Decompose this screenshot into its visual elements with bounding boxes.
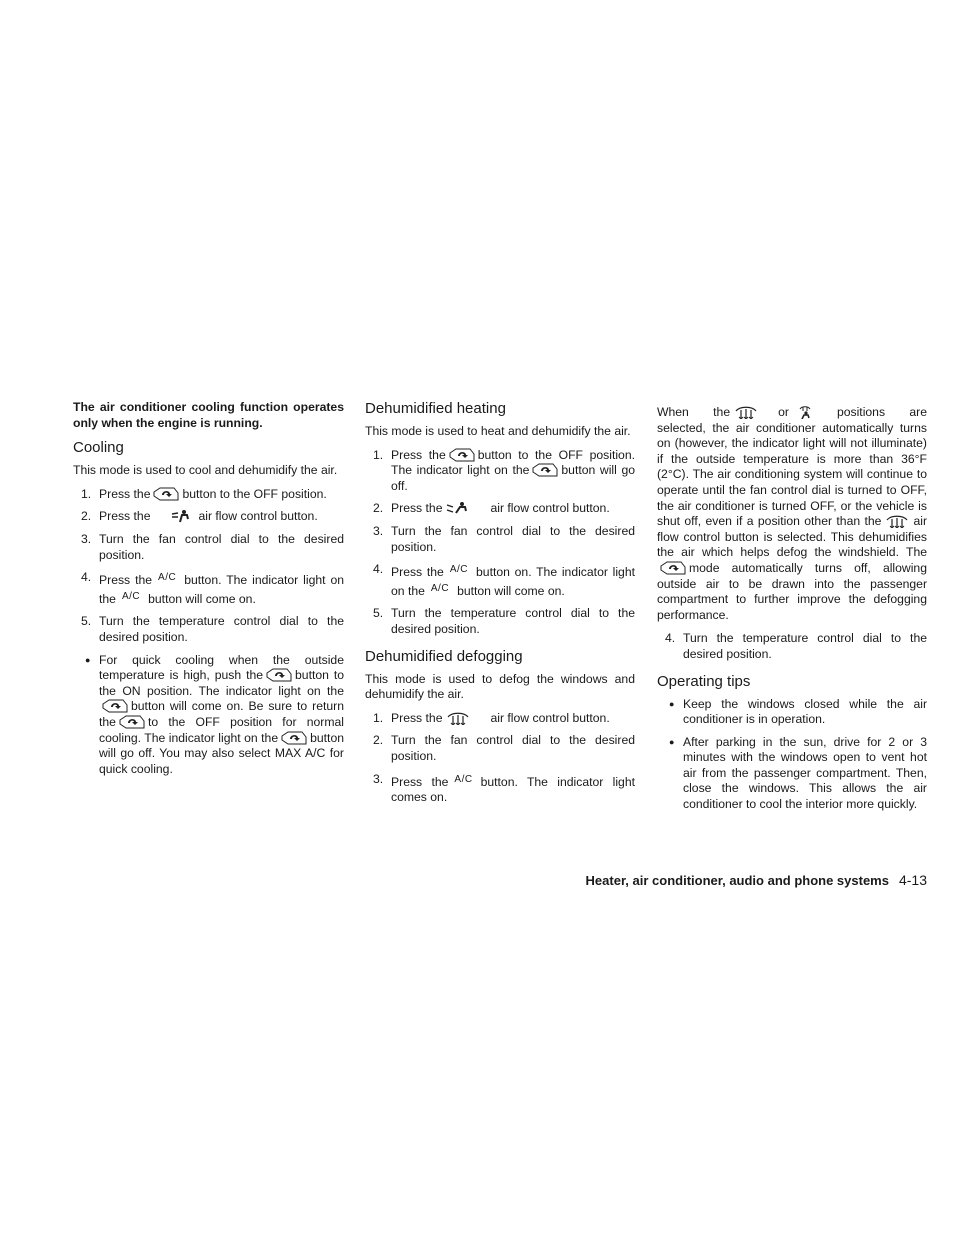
vent-airflow-icon bbox=[168, 509, 196, 523]
footer-section-title: Heater, air conditioner, audio and phone systems bbox=[585, 873, 889, 888]
cooling-steps bbox=[73, 487, 344, 778]
list-item: 1. Press the button to the OFF position. bbox=[81, 486, 327, 501]
defogging-steps bbox=[365, 711, 635, 806]
ac-label-icon: A/C bbox=[158, 572, 177, 584]
floor-vent-icon bbox=[444, 501, 472, 515]
recirculation-icon bbox=[118, 715, 146, 729]
list-item: 5. Turn the temperature control dial to the desired position. bbox=[81, 614, 344, 644]
operating-tips-list bbox=[657, 697, 927, 813]
defogging-intro: This mode is used to defog the windows and dehumidify the air. bbox=[365, 671, 635, 702]
list-item: 2. Press the air flow control button. bbox=[373, 501, 610, 516]
heading-operating-tips: Operating tips bbox=[657, 672, 751, 690]
list-item: 2. Turn the fan control dial to the desired position. bbox=[373, 733, 635, 763]
heating-steps bbox=[365, 448, 635, 638]
column-cooling bbox=[73, 400, 344, 777]
recirculation-icon bbox=[659, 561, 687, 575]
list-item: 4. Turn the temperature control dial to the desired position. bbox=[665, 631, 927, 661]
list-item: 1. Press the air flow control button. bbox=[373, 710, 610, 725]
list-item: ● After parking in the sun, drive for 2 or 3 minutes with the windows open to vent hot air from the passenger compartment. Then, close the windows. This allows the air conditioner to cool the interior more quickly. bbox=[669, 734, 927, 812]
ac-label-icon: A/C bbox=[449, 564, 469, 576]
column-dehumidified bbox=[365, 400, 635, 806]
recirculation-icon bbox=[448, 448, 476, 462]
heating-intro: This mode is used to heat and dehumidify the air. bbox=[365, 424, 631, 438]
list-item: ● Keep the windows closed while the air conditioner is in operation. bbox=[669, 696, 927, 727]
ac-label-icon: A/C bbox=[454, 773, 473, 785]
heading-cooling: Cooling bbox=[73, 439, 124, 457]
engine-running-note: The air conditioner cooling function operates only when the engine is running. bbox=[73, 400, 344, 430]
defrost-icon bbox=[883, 514, 911, 528]
ac-label-icon: A/C bbox=[121, 590, 141, 602]
list-item: 5. Turn the temperature control dial to the desired position. bbox=[373, 606, 635, 636]
list-item: 1. Press the button to the OFF position. The indicator light on the button will go off. bbox=[373, 447, 636, 493]
list-item: ● For quick cooling when the outside temperature is high, push the button to the ON position. The indicator light on the button will come on. Be sure to return the to the OFF position for normal cooling. The indicator light on the button will go off. You may also select MAX A/C for quick cooling. bbox=[85, 652, 345, 776]
list-item: 3. Press the A/C button. The indicator light comes on. bbox=[373, 771, 636, 805]
recirculation-icon bbox=[101, 699, 129, 713]
column-defog-notes bbox=[657, 400, 927, 813]
heading-dehumidified-heating: Dehumidified heating bbox=[365, 400, 506, 417]
page-footer bbox=[586, 872, 927, 888]
list-item: 4. Press the A/C button on. The indicator light on the A/C button will come on. bbox=[373, 562, 636, 598]
recirculation-icon bbox=[152, 487, 180, 501]
page-number: 4-13 bbox=[898, 872, 927, 888]
list-item: 3. Turn the fan control dial to the desired position. bbox=[373, 523, 635, 554]
defog-step-4 bbox=[657, 631, 927, 662]
list-item: 4. Press the A/C button. The indicator light on the A/C button will come on. bbox=[81, 570, 345, 606]
defog-paragraph: When the or positions are selected, the air conditioner automatically turns on (however, the indicator light will not illuminate) if the outside temperature is more than 36°F (2°C). The air conditioning system will continue to operate until the fan control dial is turned to OFF, the air conditioner is turned OFF, or the vehicle is shut off, even if a position other than the air flow control button is selected. This dehumidifies the air which helps defog the windshield. The mode automatically turns off, allowing outside air to be drawn into the passenger compartment to further improve the defogging performance. bbox=[657, 405, 927, 622]
cooling-intro: This mode is used to cool and dehumidify the air. bbox=[73, 463, 338, 478]
list-item: 3. Turn the fan control dial to the desired position. bbox=[81, 531, 344, 562]
defrost-icon bbox=[444, 711, 472, 725]
recirculation-icon bbox=[531, 463, 559, 477]
recirculation-icon bbox=[265, 668, 293, 682]
recirculation-icon bbox=[280, 731, 308, 745]
heading-dehumidified-defogging: Dehumidified defogging bbox=[365, 647, 523, 665]
floor-defrost-icon bbox=[791, 405, 819, 419]
defrost-icon bbox=[732, 405, 760, 419]
list-item: 2. Press the air flow control button. bbox=[81, 509, 318, 524]
ac-label-icon: A/C bbox=[430, 582, 450, 594]
